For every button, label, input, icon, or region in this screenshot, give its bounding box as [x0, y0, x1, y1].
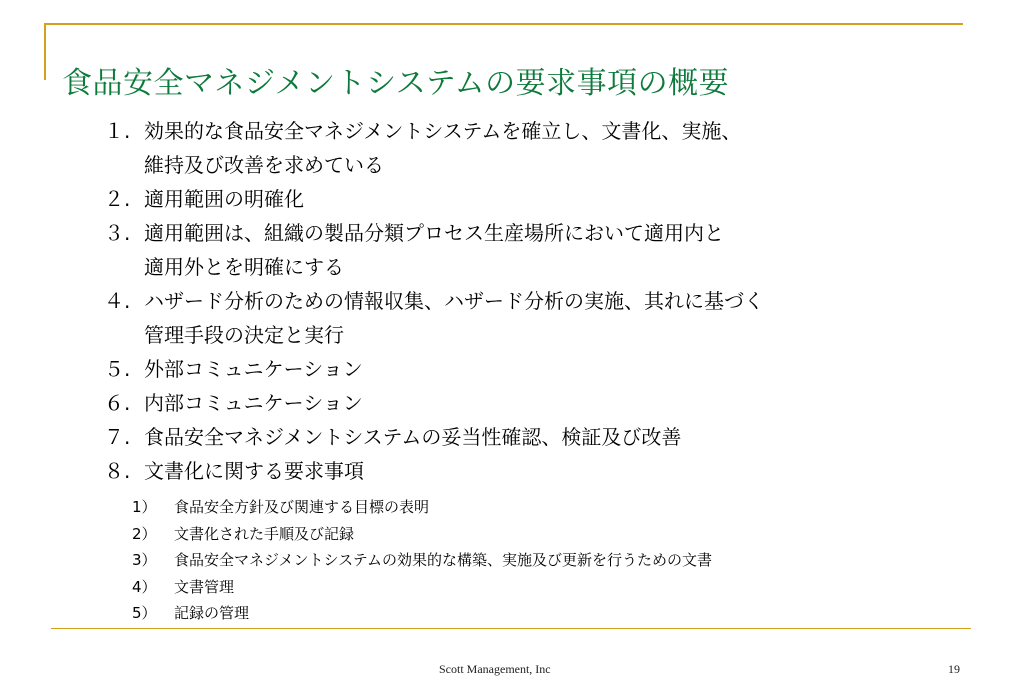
item-line: ハザード分析のための情報収集、ハザード分析の実施、其れに基づく	[144, 289, 764, 313]
subitem-text: 文書化された手順及び記録	[174, 524, 355, 543]
item-number: ８.	[104, 459, 131, 483]
list-item	[104, 182, 984, 216]
item-number: ５.	[104, 357, 131, 381]
item-number: ３.	[104, 221, 131, 245]
sublist-item	[132, 494, 952, 521]
sublist-item	[132, 521, 952, 548]
list-item	[104, 386, 984, 420]
subitem-number: 1）	[132, 498, 157, 516]
list-item	[104, 114, 984, 182]
list-item	[104, 216, 984, 284]
subitem-text: 文書管理	[174, 577, 235, 596]
subitem-text: 食品安全方針及び関連する目標の表明	[174, 498, 430, 516]
item-line: 適用外とを明確にする	[144, 255, 344, 279]
list-item	[104, 420, 984, 454]
item-line: 食品安全マネジメントシステムの妥当性確認、検証及び改善	[144, 425, 682, 449]
sublist-item	[132, 574, 952, 601]
sublist-item	[132, 600, 952, 627]
item-number: ６.	[104, 391, 131, 415]
item-line: 効果的な食品安全マネジメントシステムを確立し、文書化、実施、	[144, 119, 742, 143]
subitem-text: 食品安全マネジメントシステムの効果的な構築、実施及び更新を行うための文書	[174, 551, 713, 569]
list-item	[104, 284, 984, 352]
requirements-list	[104, 114, 984, 488]
item-line: 文書化に関する要求事項	[144, 459, 364, 483]
item-number: ２.	[104, 187, 131, 211]
item-number: １.	[104, 119, 131, 143]
item-line: 適用範囲は、組織の製品分類プロセス生産場所において適用内と	[144, 221, 724, 245]
item-line: 内部コミュニケーション	[144, 391, 363, 415]
page-number: 19	[948, 662, 960, 676]
slide-title: 食品安全マネジメントシステムの要求事項の概要	[62, 66, 730, 101]
list-item	[104, 352, 984, 386]
top-rule	[44, 23, 963, 25]
item-line: 適用範囲の明確化	[144, 187, 304, 211]
sublist-item	[132, 547, 952, 574]
list-item	[104, 454, 984, 488]
item-number: ４.	[104, 289, 131, 313]
left-rule	[44, 23, 46, 80]
subitem-number: 2）	[132, 524, 157, 543]
footer-company: Scott Management, Inc	[439, 662, 551, 676]
item-line: 維持及び改善を求めている	[144, 153, 384, 177]
subitem-number: 4）	[132, 577, 157, 596]
item-line: 外部コミュニケーション	[144, 357, 363, 381]
item-number: ７.	[104, 425, 131, 449]
subitem-number: 5）	[132, 604, 157, 622]
bottom-rule	[51, 628, 971, 629]
item-line: 管理手段の決定と実行	[144, 323, 344, 347]
subitem-number: 3）	[132, 551, 157, 569]
subitem-text: 記録の管理	[174, 604, 250, 622]
documentation-sublist	[132, 494, 952, 627]
